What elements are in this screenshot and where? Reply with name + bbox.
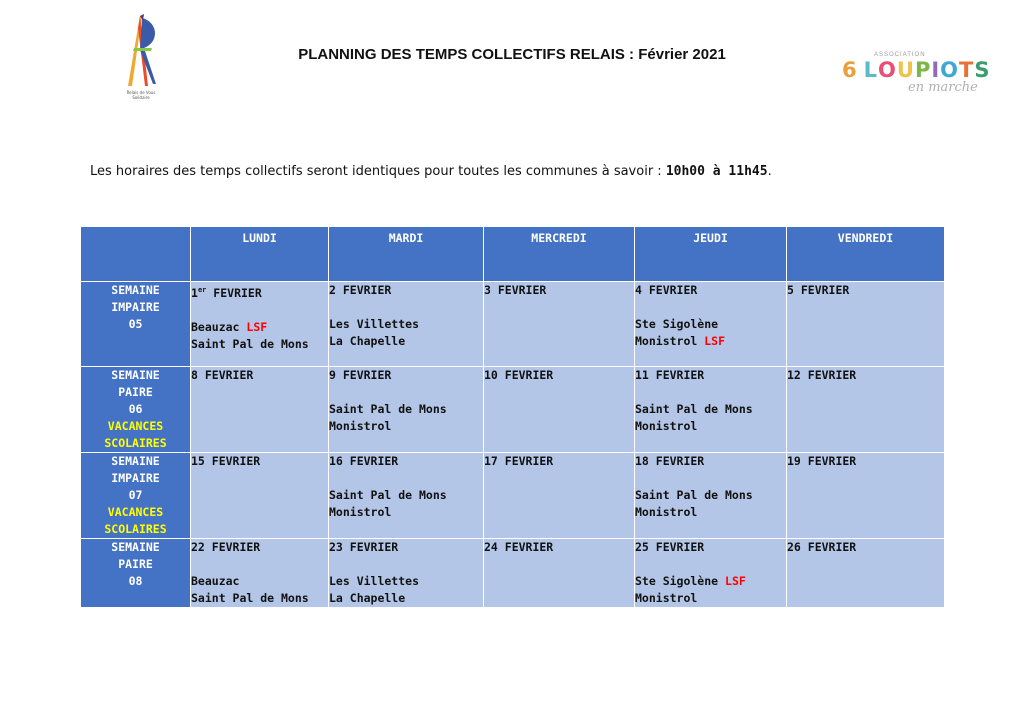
vacances-label: SCOLAIRES	[104, 522, 167, 536]
page-title: PLANNING DES TEMPS COLLECTIFS RELAIS : Février 2021	[298, 46, 726, 63]
location-name: Les Villettes	[329, 574, 420, 588]
location-name: Monistrol	[635, 334, 705, 348]
location	[635, 418, 786, 435]
location	[329, 504, 483, 521]
location	[329, 573, 483, 590]
location	[329, 487, 483, 504]
cell-spacer	[329, 384, 483, 401]
day-cell	[191, 282, 329, 367]
location	[191, 590, 328, 607]
day-cell	[787, 453, 945, 539]
day-date-number: 25 FEVRIER	[635, 540, 705, 554]
day-date	[787, 367, 944, 384]
location	[191, 573, 328, 590]
day-cell	[329, 539, 484, 608]
location-name: Monistrol	[635, 591, 698, 605]
day-date-number: 3 FEVRIER	[484, 283, 547, 297]
day-cell	[484, 367, 635, 453]
week-label	[81, 282, 191, 367]
week-label-line: 08	[128, 574, 143, 588]
table-header-row	[81, 227, 945, 282]
location	[329, 333, 483, 350]
brand-letter: P	[914, 58, 932, 82]
week-label-line: 06	[128, 402, 143, 416]
day-date	[484, 282, 634, 299]
day-date-month: FEVRIER	[206, 285, 262, 300]
location-name: Ste Sigolène	[635, 317, 719, 331]
location	[635, 333, 786, 350]
day-cell	[191, 453, 329, 539]
day-cell	[635, 367, 787, 453]
location-name: Saint Pal de Mons	[191, 591, 309, 605]
day-date-number: 26 FEVRIER	[787, 540, 857, 554]
day-date	[191, 282, 328, 302]
brand-letter: U	[896, 58, 915, 82]
header-day: MARDI	[329, 227, 484, 282]
cell-spacer	[191, 302, 328, 319]
week-label-line: IMPAIRE	[111, 300, 160, 314]
location-name: Saint Pal de Mons	[329, 488, 447, 502]
day-date-number: 4 FEVRIER	[635, 283, 698, 297]
table-row	[81, 539, 945, 608]
location-name: Beauzac	[191, 574, 240, 588]
loupiots-subtitle: en marche	[908, 80, 978, 95]
day-date-number: 19 FEVRIER	[787, 454, 857, 468]
day-date	[787, 539, 944, 556]
loupiots-assoc-label: ASSOCIATION	[874, 52, 926, 58]
week-label-line: 05	[128, 317, 143, 331]
week-label-line: SEMAINE	[111, 454, 160, 468]
location	[635, 487, 786, 504]
cell-spacer	[635, 384, 786, 401]
cell-spacer	[329, 556, 483, 573]
day-cell	[635, 453, 787, 539]
vacances-label: VACANCES	[107, 505, 164, 519]
day-date	[484, 539, 634, 556]
day-date-number: 24 FEVRIER	[484, 540, 554, 554]
week-label-line: SEMAINE	[111, 283, 160, 297]
location-name: Ste Sigolène	[635, 574, 726, 588]
header-day: JEUDI	[635, 227, 787, 282]
header-day: LUNDI	[191, 227, 329, 282]
day-cell	[787, 282, 945, 367]
location-name: Beauzac	[191, 319, 247, 334]
week-label-line: 07	[128, 488, 143, 502]
day-date-number: 10 FEVRIER	[484, 368, 554, 382]
location-name: Les Villettes	[329, 317, 420, 331]
location	[329, 590, 483, 607]
location	[635, 573, 786, 590]
week-label	[81, 453, 191, 539]
location-name: Monistrol	[329, 419, 392, 433]
lsf-badge: LSF	[704, 334, 726, 348]
week-label-line: SEMAINE	[111, 540, 160, 554]
day-date-number: 11 FEVRIER	[635, 368, 705, 382]
table-row	[81, 453, 945, 539]
day-cell	[329, 282, 484, 367]
day-date	[635, 453, 786, 470]
relais-logo-caption: Relais de Vous Solidaire	[126, 90, 156, 100]
location-name: Saint Pal de Mons	[329, 402, 447, 416]
day-date	[484, 367, 634, 384]
day-date	[635, 367, 786, 384]
day-cell	[484, 453, 635, 539]
location-name: La Chapelle	[329, 591, 406, 605]
day-date	[635, 282, 786, 299]
brand-letter: T	[959, 58, 975, 82]
location	[635, 401, 786, 418]
day-date-number: 12 FEVRIER	[787, 368, 857, 382]
day-date-number: 17 FEVRIER	[484, 454, 554, 468]
brand-letter: L	[863, 58, 879, 82]
location-name: Monistrol	[635, 419, 698, 433]
day-date	[191, 453, 328, 470]
location	[191, 319, 328, 336]
day-cell	[635, 282, 787, 367]
lsf-badge: LSF	[725, 574, 746, 588]
location-name: Monistrol	[635, 505, 698, 519]
location	[635, 316, 786, 333]
location-name: Saint Pal de Mons	[635, 488, 753, 502]
cell-spacer	[635, 470, 786, 487]
week-label-line: SEMAINE	[111, 368, 160, 382]
day-date-sup: er	[197, 286, 207, 294]
day-cell	[329, 453, 484, 539]
header-corner	[81, 227, 191, 282]
week-label-line: IMPAIRE	[111, 471, 160, 485]
day-date	[484, 453, 634, 470]
day-date-number: 15 FEVRIER	[191, 454, 261, 468]
location	[329, 401, 483, 418]
day-date	[787, 282, 944, 299]
day-date-number: 22 FEVRIER	[191, 540, 261, 554]
intro-sentence: Les horaires des temps collectifs seront identiques pour toutes les communes à savoir :	[90, 164, 666, 179]
day-date-number: 1	[191, 285, 198, 300]
header-day: MERCREDI	[484, 227, 635, 282]
day-date	[329, 282, 483, 299]
location	[329, 316, 483, 333]
day-date	[191, 367, 328, 384]
day-date	[191, 539, 328, 556]
location	[191, 336, 328, 353]
cell-spacer	[329, 470, 483, 487]
day-date	[635, 539, 786, 556]
day-cell	[787, 539, 945, 608]
day-date	[329, 453, 483, 470]
brand-letter: S	[974, 58, 991, 82]
intro-end: .	[767, 164, 772, 179]
location	[635, 504, 786, 521]
cell-spacer	[635, 556, 786, 573]
location-name: La Chapelle	[329, 334, 406, 348]
day-cell	[484, 539, 635, 608]
table-row	[81, 367, 945, 453]
day-date-number: 5 FEVRIER	[787, 283, 850, 297]
cell-spacer	[635, 299, 786, 316]
day-date	[329, 367, 483, 384]
cell-spacer	[191, 556, 328, 573]
brand-letter: O	[940, 58, 960, 82]
day-date-number: 23 FEVRIER	[329, 540, 399, 554]
lsf-badge: LSF	[246, 319, 268, 334]
day-cell	[329, 367, 484, 453]
day-cell	[484, 282, 635, 367]
location	[635, 590, 786, 607]
brand-letter: O	[878, 58, 897, 82]
brand-letter: 6	[842, 58, 858, 82]
day-date-number: 18 FEVRIER	[635, 454, 705, 468]
week-label	[81, 539, 191, 608]
table-row	[81, 282, 945, 367]
day-cell	[635, 539, 787, 608]
day-date-number: 9 FEVRIER	[329, 368, 392, 382]
vacances-label: VACANCES	[107, 419, 164, 433]
intro-hours: 10h00 à 11h45	[665, 164, 768, 179]
day-date	[787, 453, 944, 470]
location-name: Saint Pal de Mons	[635, 402, 753, 416]
day-cell	[191, 539, 329, 608]
day-date-number: 8 FEVRIER	[191, 368, 254, 382]
week-label-line: PAIRE	[118, 385, 153, 399]
week-label	[81, 367, 191, 453]
cell-spacer	[329, 299, 483, 316]
location-name: Monistrol	[329, 505, 392, 519]
header-day: VENDREDI	[787, 227, 945, 282]
week-label-line: PAIRE	[118, 557, 153, 571]
location-name: Saint Pal de Mons	[191, 336, 309, 351]
day-cell	[191, 367, 329, 453]
day-cell	[787, 367, 945, 453]
vacances-label: SCOLAIRES	[104, 436, 167, 450]
loupiots-logo	[838, 52, 991, 102]
day-date	[329, 539, 483, 556]
brand-letter: I	[931, 58, 941, 82]
planning-table	[80, 226, 945, 608]
intro-text	[90, 164, 772, 179]
day-date-number: 2 FEVRIER	[329, 283, 392, 297]
loupiots-brand	[842, 58, 990, 82]
location	[329, 418, 483, 435]
day-date-number: 16 FEVRIER	[329, 454, 399, 468]
